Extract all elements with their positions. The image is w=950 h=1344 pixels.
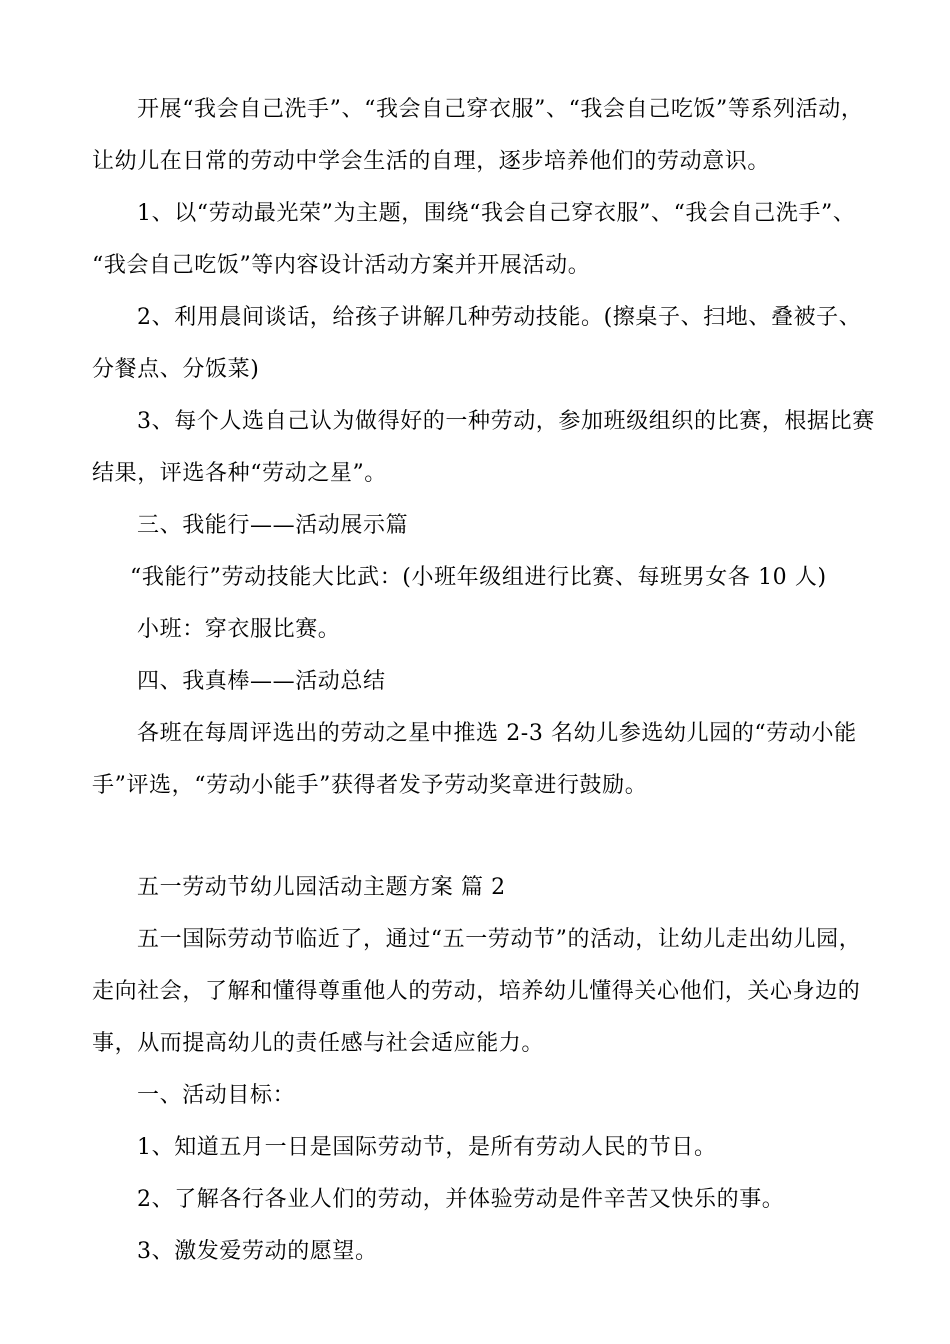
section-heading: 三、我能行——活动展示篇 xyxy=(137,513,409,538)
paragraph-line: 让幼儿在日常的劳动中学会生活的自理，逐步培养他们的劳动意识。 xyxy=(92,149,771,174)
paragraph-line: 小班：穿衣服比赛。 xyxy=(137,617,341,642)
paragraph-line: 手”评选，“劳动小能手”获得者发予劳动奖章进行鼓励。 xyxy=(92,773,648,798)
list-item-line: 1、以“劳动最光荣”为主题，围绕“我会自己穿衣服”、“我会自己洗手”、 xyxy=(137,201,856,226)
section-heading: 四、我真棒——活动总结 xyxy=(137,669,386,694)
paragraph-line: 各班在每周评选出的劳动之星中推选 2-3 名幼儿参选幼儿园的“劳动小能 xyxy=(137,721,857,746)
paragraph-line: “我能行”劳动技能大比武：(小班年级组进行比赛、每班男女各 10 人) xyxy=(130,565,827,590)
list-item-line: 1、知道五月一日是国际劳动节，是所有劳动人民的节日。 xyxy=(137,1135,717,1160)
list-item-line: “我会自己吃饭”等内容设计活动方案并开展活动。 xyxy=(92,253,591,278)
list-item-line: 2、了解各行各业人们的劳动，并体验劳动是件辛苦又快乐的事。 xyxy=(137,1187,785,1212)
paragraph-line: 开展“我会自己洗手”、“我会自己穿衣服”、“我会自己吃饭”等系列活动， xyxy=(137,97,864,122)
list-item-line: 2、利用晨间谈话，给孩子讲解几种劳动技能。(擦桌子、扫地、叠被子、 xyxy=(137,305,862,330)
article-title: 五一劳动节幼儿园活动主题方案 篇 2 xyxy=(137,875,506,900)
list-item-line: 分餐点、分饭菜) xyxy=(92,357,260,382)
list-item-line: 3、激发爱劳动的愿望。 xyxy=(137,1239,378,1264)
paragraph-line: 走向社会，了解和懂得尊重他人的劳动，培养幼儿懂得关心他们，关心身边的 xyxy=(92,979,861,1004)
section-heading: 一、活动目标： xyxy=(137,1083,296,1108)
paragraph-line: 事，从而提高幼儿的责任感与社会适应能力。 xyxy=(92,1031,545,1056)
list-item-line: 3、每个人选自己认为做得好的一种劳动，参加班级组织的比赛，根据比赛 xyxy=(137,409,875,434)
list-item-line: 结果，评选各种“劳动之星”。 xyxy=(92,461,387,486)
paragraph-line: 五一国际劳动节临近了，通过“五一劳动节”的活动，让幼儿走出幼儿园， xyxy=(137,927,862,952)
